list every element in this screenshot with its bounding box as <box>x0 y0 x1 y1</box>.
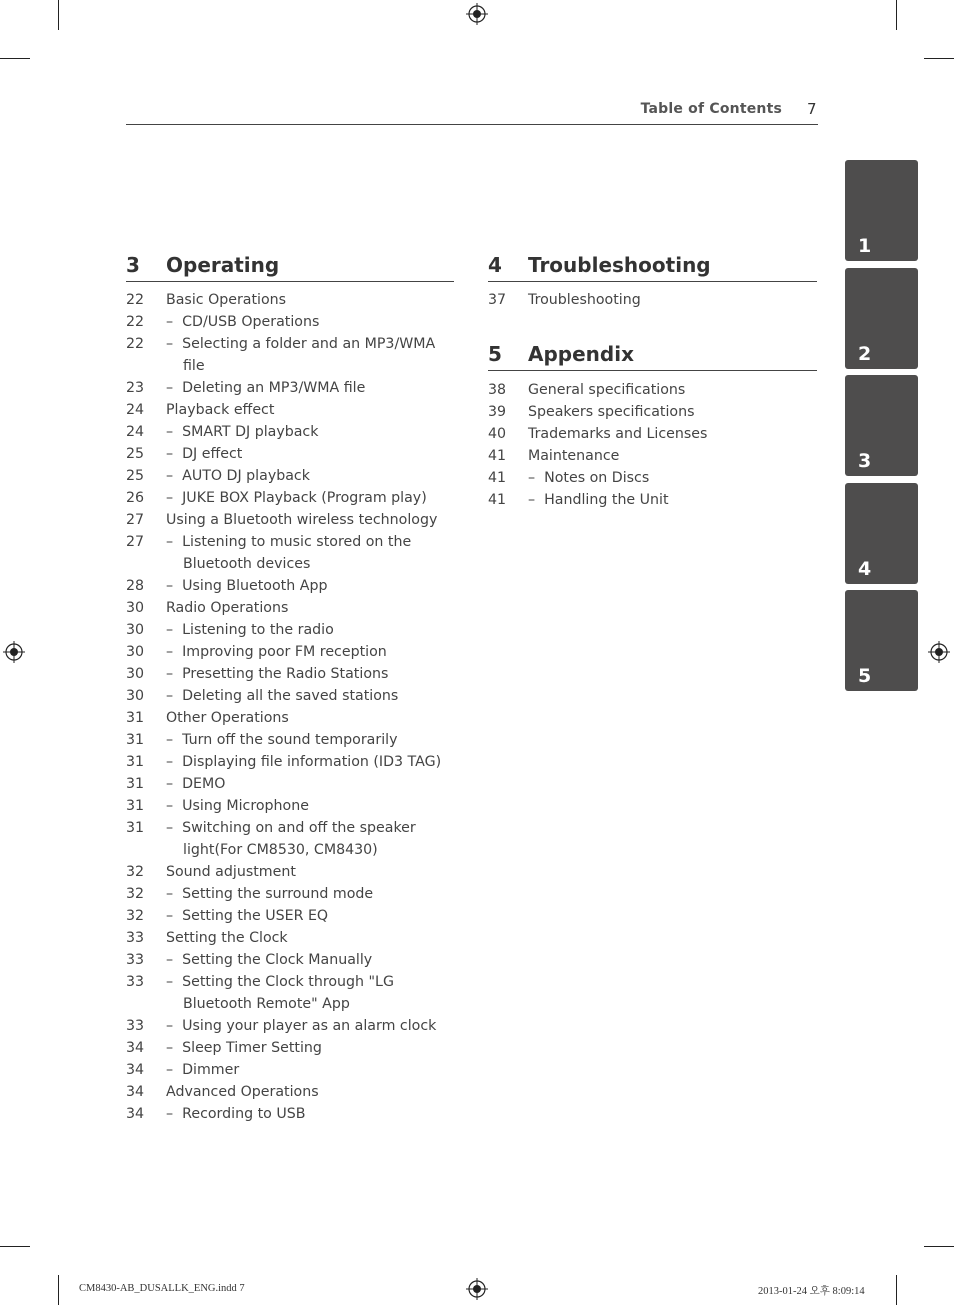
toc-page-number: 31 <box>126 798 145 814</box>
toc-subentry[interactable] <box>126 773 456 795</box>
toc-page-number: 28 <box>126 578 145 594</box>
toc-entry[interactable] <box>488 289 818 311</box>
toc-entry-text: – Improving poor FM reception <box>166 641 456 663</box>
toc-page-number: 41 <box>488 492 507 508</box>
toc-entry[interactable] <box>488 445 818 467</box>
toc-entry-text: – Setting the surround mode <box>166 883 456 905</box>
toc-entry[interactable] <box>126 927 456 949</box>
toc-subentry[interactable] <box>126 751 456 773</box>
toc-page-number: 33 <box>126 930 145 946</box>
toc-entry[interactable] <box>126 597 456 619</box>
toc-page-number: 31 <box>126 776 145 792</box>
toc-subentry[interactable] <box>488 489 818 511</box>
section-number: 4 <box>488 253 502 277</box>
toc-entry-text: – Switching on and off the speaker light(For CM8530, CM8430) <box>166 817 456 861</box>
toc-page-number: 31 <box>126 710 145 726</box>
toc-list-operating <box>126 289 456 1125</box>
toc-page-number: 30 <box>126 666 145 682</box>
toc-entry-text: Other Operations <box>166 710 289 726</box>
toc-subentry[interactable] <box>126 443 456 465</box>
toc-page-number: 30 <box>126 644 145 660</box>
toc-subentry[interactable] <box>126 883 456 905</box>
registration-mark-icon <box>466 3 488 25</box>
toc-subentry[interactable] <box>126 421 456 443</box>
toc-page-number: 40 <box>488 426 507 442</box>
toc-entry-text: Trademarks and Licenses <box>528 426 708 442</box>
running-header-title: Table of Contents <box>640 101 782 117</box>
toc-subentry[interactable] <box>126 465 456 487</box>
toc-entry-text: – Using Bluetooth App <box>166 575 456 597</box>
toc-entry-text: – Using your player as an alarm clock <box>166 1015 456 1037</box>
toc-entry-text: – Setting the Clock through "LG Bluetooth Remote" App <box>166 971 456 1015</box>
toc-subentry[interactable] <box>126 531 456 575</box>
toc-entry[interactable] <box>126 707 456 729</box>
toc-page-number: 33 <box>126 974 145 990</box>
toc-entry-text: Radio Operations <box>166 600 289 616</box>
toc-subentry[interactable] <box>126 333 456 377</box>
toc-page-number: 34 <box>126 1084 145 1100</box>
toc-page-number: 22 <box>126 314 145 330</box>
toc-entry-text: – DJ effect <box>166 443 456 465</box>
toc-entry[interactable] <box>126 289 456 311</box>
toc-page-number: 34 <box>126 1040 145 1056</box>
toc-page-number: 33 <box>126 1018 145 1034</box>
header-rule <box>126 124 818 125</box>
toc-subentry[interactable] <box>488 467 818 489</box>
chapter-tab-2[interactable] <box>845 268 918 369</box>
toc-subentry[interactable] <box>126 619 456 641</box>
toc-page-number: 32 <box>126 864 145 880</box>
toc-page-number: 27 <box>126 512 145 528</box>
registration-mark-icon <box>466 1278 488 1300</box>
toc-entry-text: Using a Bluetooth wireless technology <box>166 512 438 528</box>
toc-page-number: 32 <box>126 886 145 902</box>
toc-entry-text: General specifications <box>528 382 686 398</box>
toc-subentry[interactable] <box>126 575 456 597</box>
toc-entry-text: – Turn off the sound temporarily <box>166 729 456 751</box>
toc-entry-text: Setting the Clock <box>166 930 288 946</box>
crop-mark <box>58 0 59 30</box>
toc-subentry[interactable] <box>126 1103 456 1125</box>
toc-page-number: 33 <box>126 952 145 968</box>
toc-entry-text: – Sleep Timer Setting <box>166 1037 456 1059</box>
toc-subentry[interactable] <box>126 1059 456 1081</box>
toc-entry-text: – DEMO <box>166 773 456 795</box>
toc-list-appendix <box>488 379 818 511</box>
toc-subentry[interactable] <box>126 949 456 971</box>
toc-entry-text: Maintenance <box>528 448 620 464</box>
chapter-tab-4[interactable] <box>845 483 918 584</box>
toc-entry-text: – Notes on Discs <box>528 467 818 489</box>
chapter-tab-label: 4 <box>858 558 872 580</box>
section-number: 3 <box>126 253 140 277</box>
toc-page-number: 25 <box>126 468 145 484</box>
crop-mark <box>924 1246 954 1247</box>
footer-file-name: CM8430-AB_DUSALLK_ENG.indd 7 <box>79 1283 245 1294</box>
chapter-tab-label: 2 <box>858 343 872 365</box>
crop-mark <box>0 1246 30 1247</box>
page-number: 7 <box>807 100 817 118</box>
toc-subentry[interactable] <box>126 905 456 927</box>
toc-entry[interactable] <box>126 861 456 883</box>
toc-entry[interactable] <box>126 1081 456 1103</box>
toc-entry-text: – Presetting the Radio Stations <box>166 663 456 685</box>
toc-page-number: 34 <box>126 1062 145 1078</box>
chapter-tab-3[interactable] <box>845 375 918 476</box>
toc-page-number: 39 <box>488 404 507 420</box>
section-title: Appendix <box>528 342 634 366</box>
toc-page-number: 27 <box>126 534 145 550</box>
crop-mark <box>896 0 897 30</box>
toc-entry-text: – Dimmer <box>166 1059 456 1081</box>
toc-page-number: 26 <box>126 490 145 506</box>
registration-mark-icon <box>928 641 950 663</box>
toc-entry-text: – Using Microphone <box>166 795 456 817</box>
toc-page-number: 38 <box>488 382 507 398</box>
toc-page-number: 22 <box>126 336 145 352</box>
chapter-tab-label: 1 <box>858 235 872 257</box>
toc-entry-text: – Setting the Clock Manually <box>166 949 456 971</box>
toc-entry[interactable] <box>488 423 818 445</box>
footer-timestamp: 2013-01-24 오후 8:09:14 <box>758 1286 865 1297</box>
toc-subentry[interactable] <box>126 729 456 751</box>
toc-entry-text: – CD/USB Operations <box>166 311 456 333</box>
toc-entry-text: – AUTO DJ playback <box>166 465 456 487</box>
toc-list-troubleshooting <box>488 289 818 311</box>
section-number: 5 <box>488 342 502 366</box>
toc-page-number: 37 <box>488 292 507 308</box>
toc-page-number: 34 <box>126 1106 145 1122</box>
crop-mark <box>58 1275 59 1305</box>
toc-entry-text: Sound adjustment <box>166 864 296 880</box>
toc-page-number: 24 <box>126 402 145 418</box>
section-heading-operating <box>126 253 454 282</box>
toc-subentry[interactable] <box>126 685 456 707</box>
toc-entry-text: – JUKE BOX Playback (Program play) <box>166 487 456 509</box>
toc-subentry[interactable] <box>126 641 456 663</box>
toc-page-number: 41 <box>488 470 507 486</box>
chapter-tab-label: 5 <box>858 665 872 687</box>
registration-mark-icon <box>3 641 25 663</box>
toc-entry[interactable] <box>488 379 818 401</box>
toc-entry[interactable] <box>488 401 818 423</box>
section-heading-troubleshooting <box>488 253 817 282</box>
toc-page-number: 30 <box>126 688 145 704</box>
toc-page-number: 30 <box>126 622 145 638</box>
section-title: Troubleshooting <box>528 253 711 277</box>
toc-subentry[interactable] <box>126 663 456 685</box>
toc-entry-text: Advanced Operations <box>166 1084 319 1100</box>
toc-page-number: 31 <box>126 732 145 748</box>
section-heading-appendix <box>488 342 817 371</box>
toc-entry-text: – Selecting a folder and an MP3/WMA file <box>166 333 456 377</box>
chapter-tab-5[interactable] <box>845 590 918 691</box>
toc-entry-text: Playback effect <box>166 402 275 418</box>
toc-entry-text: Basic Operations <box>166 292 287 308</box>
toc-subentry[interactable] <box>126 311 456 333</box>
toc-page-number: 24 <box>126 424 145 440</box>
toc-entry-text: Troubleshooting <box>528 292 641 308</box>
crop-mark <box>924 58 954 59</box>
toc-subentry[interactable] <box>126 817 456 861</box>
toc-entry-text: – Handling the Unit <box>528 489 818 511</box>
toc-entry-text: – SMART DJ playback <box>166 421 456 443</box>
toc-page-number: 31 <box>126 754 145 770</box>
toc-page-number: 23 <box>126 380 145 396</box>
toc-entry-text: – Listening to the radio <box>166 619 456 641</box>
toc-subentry[interactable] <box>126 377 456 399</box>
toc-entry-text: – Deleting all the saved stations <box>166 685 456 707</box>
toc-subentry[interactable] <box>126 971 456 1015</box>
toc-entry[interactable] <box>126 509 456 531</box>
toc-entry-text: – Deleting an MP3/WMA file <box>166 377 456 399</box>
crop-mark <box>896 1275 897 1305</box>
toc-page-number: 22 <box>126 292 145 308</box>
toc-subentry[interactable] <box>126 1015 456 1037</box>
toc-entry[interactable] <box>126 399 456 421</box>
chapter-tab-1[interactable] <box>845 160 918 261</box>
toc-subentry[interactable] <box>126 487 456 509</box>
section-title: Operating <box>166 253 280 277</box>
crop-mark <box>0 58 30 59</box>
toc-entry-text: – Listening to music stored on the Bluetooth devices <box>166 531 456 575</box>
toc-page-number: 25 <box>126 446 145 462</box>
toc-entry-text: – Recording to USB <box>166 1103 456 1125</box>
toc-entry-text: – Setting the USER EQ <box>166 905 456 927</box>
toc-subentry[interactable] <box>126 795 456 817</box>
toc-page-number: 32 <box>126 908 145 924</box>
toc-subentry[interactable] <box>126 1037 456 1059</box>
toc-entry-text: – Displaying file information (ID3 TAG) <box>166 751 456 773</box>
toc-page-number: 41 <box>488 448 507 464</box>
toc-page-number: 31 <box>126 820 145 836</box>
toc-page-number: 30 <box>126 600 145 616</box>
toc-entry-text: Speakers specifications <box>528 404 695 420</box>
chapter-tab-label: 3 <box>858 450 872 472</box>
